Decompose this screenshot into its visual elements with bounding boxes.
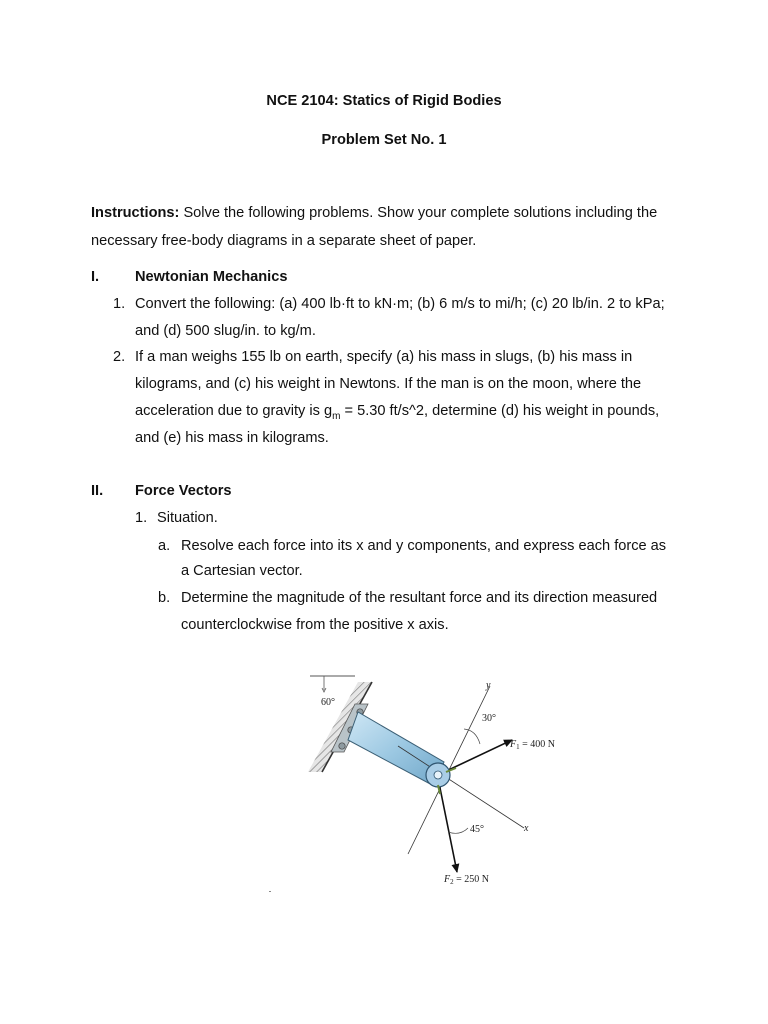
section-1-title: Newtonian Mechanics <box>135 269 288 285</box>
section-1-numeral: I. <box>91 269 100 285</box>
force-f2-symbol: F <box>444 874 451 885</box>
instructions-line-1 <box>91 203 657 223</box>
problem-2-number: 2. <box>113 349 126 365</box>
angle-f2-label: 45° <box>470 824 484 835</box>
problem-1-line-2: and (d) 500 slug/in. to kg/m. <box>135 323 316 339</box>
angle-f1-arc <box>464 729 480 744</box>
problem-2-line-3-start: acceleration due to gravity is g <box>135 403 333 419</box>
angle-f1-label: 30° <box>482 713 496 724</box>
gravity-subscript: m <box>332 410 341 422</box>
force-f2-arrow <box>438 778 457 872</box>
section-2-numeral: II. <box>91 483 104 499</box>
force-diagram-figure <box>300 668 600 900</box>
x-axis-line <box>398 746 524 828</box>
problem-2-line-3 <box>135 401 659 427</box>
problem-2-line-2: kilograms, and (c) his weight in Newtons. If the man is on the moon, where the <box>135 376 642 392</box>
part-b-line-1: Determine the magnitude of the resultant force and its direction measured <box>181 590 658 606</box>
problem-2-line-4: and (e) his mass in kilograms. <box>135 430 329 446</box>
wall-angle-label: 60° <box>321 697 335 708</box>
part-b-line-2: counterclockwise from the positive x axis. <box>181 617 449 633</box>
angle-f2-arc <box>448 828 468 833</box>
problem-2-line-3-end: = 5.30 ft/s^2, determine (d) his weight in pounds, <box>340 403 660 419</box>
part-a-line-2: a Cartesian vector. <box>181 563 303 579</box>
y-axis-label: y <box>486 680 491 691</box>
x-axis-label: x <box>524 823 529 834</box>
part-b-letter: b. <box>158 590 171 606</box>
section-2-title: Force Vectors <box>135 483 232 499</box>
force-f2-subscript: 2 <box>450 878 454 886</box>
stray-mark <box>269 891 271 892</box>
force-f1-symbol: F <box>510 739 517 750</box>
force-f2-label <box>443 874 489 886</box>
force-f1-subscript: 1 <box>516 743 520 751</box>
problem-1-line-1: Convert the following: (a) 400 lb·ft to kN·m; (b) 6 m/s to mi/h; (c) 20 lb/in. 2 to kPa; <box>135 296 665 312</box>
problem-2-line-1: If a man weighs 155 lb on earth, specify (a) his mass in slugs, (b) his mass in <box>135 349 633 365</box>
wall-angle-reference <box>310 676 355 692</box>
part-a-line-1: Resolve each force into its x and y components, and express each force as <box>181 538 667 554</box>
part-a-letter: a. <box>158 538 171 554</box>
problem-1-number: 1. <box>113 296 126 312</box>
situation-number: 1. <box>135 510 148 526</box>
force-f1-label <box>509 739 555 751</box>
force-f2-value: = 250 N <box>453 874 489 885</box>
situation-label: Situation. <box>157 510 218 526</box>
force-f1-arrow <box>440 740 512 774</box>
instructions-text-1: Solve the following problems. Show your complete solutions including the <box>183 205 658 221</box>
course-title: NCE 2104: Statics of Rigid Bodies <box>266 93 502 109</box>
instructions-line-2: necessary free-body diagrams in a separate sheet of paper. <box>91 233 477 249</box>
problem-set-title: Problem Set No. 1 <box>321 132 447 148</box>
instructions-label: Instructions: <box>91 205 180 221</box>
force-f1-value: = 400 N <box>519 739 555 750</box>
